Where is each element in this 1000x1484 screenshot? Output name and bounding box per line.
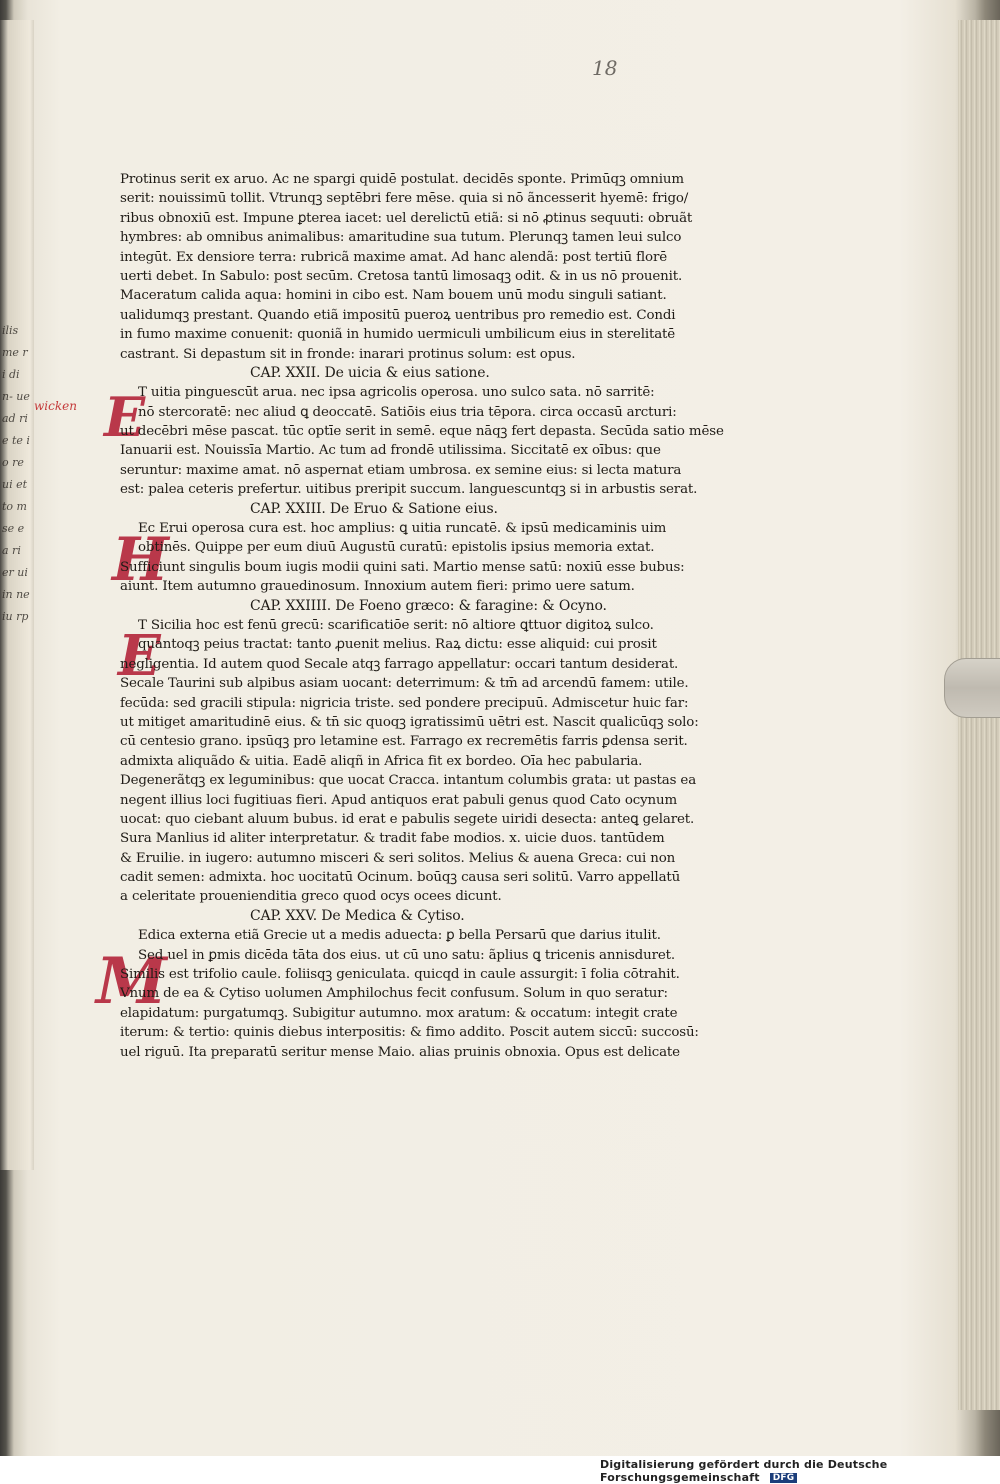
text-line: a celeritate prouenienditia greco quod ocys ocees dicunt.	[120, 889, 502, 905]
text-line: iterum: & tertio: quinis diebus interpositis: & fimo addito. Poscit autem siccū: succosū:	[120, 1025, 699, 1041]
chapter-heading-24: CAP. XXIIII. De Foeno græco: & faragine: & Ocyno.	[250, 597, 607, 614]
text-line: Secale Taurini sub alpibus asiam uocant: deterrimum: & tm̄ ad arcendū famem: utile.	[120, 676, 689, 692]
text-line: Edica externa etiã Grecie ut a medis aduecta: ꝑ bella Persarū que darius itulit.	[138, 928, 661, 944]
text-line: serit: nouissimū tollit. Vtrunqꝫ septēbri fere mēse. quia si nō ãncesserit hyemē: frigo/	[120, 191, 689, 207]
text-line: ualidumqꝫ prestant. Quando etiã impositū pueroꝝ uentribus pro remedio est. Condi	[120, 307, 676, 323]
text-line: Maceratum calida aqua: homini in cibo est. Nam bouem unū modu singuli satiant.	[120, 288, 667, 304]
text-line: cadit semen: admixta. hoc uocitatū Ocinum. boūqꝫ causa seri solitū. Varro appellatū	[120, 870, 681, 886]
dfg-logo: DFG	[770, 1473, 798, 1483]
credit-text: Digitalisierung gefördert durch die Deutsche Forschungsgemeinschaft	[600, 1458, 888, 1484]
digitization-credit	[600, 1458, 1000, 1484]
text-line: Similis est trifolio caule. foliisqꝫ geniculata. quicqd in caule assurgit: ī folia cōtrahit.	[120, 967, 680, 983]
text-line: integūt. Ex densiore terra: rubricã maxime amat. Ad hanc alendã: post tertiū florē	[120, 249, 667, 265]
text-line: & Eruilie. in iugero: autumno misceri & seri solitos. Melius & auena Greca: cui non	[120, 850, 676, 866]
text-line: uocat: quo ciebant aluum bubus. id erat e pabulis segete uiridi desecta: anteꝗ gelaret.	[120, 811, 695, 827]
facing-page-fragments: ilis me ri di n- ue ad rie te io re ui et to m se ea ri er ui in ne iu rp	[2, 324, 30, 623]
text-line: ut mitiget amaritudinē eius. & tn̄ sic quoqꝫ igratissimū uētri est. Nascit qualicūqꝫ solo:	[120, 714, 699, 730]
chapter-heading-25: CAP. XXV. De Medica & Cytiso.	[250, 907, 465, 924]
text-line: Sura Manlius id aliter interpretatur. & tradit fabe modios. x. uicie duos. tantūdem	[120, 831, 665, 847]
page-clip-tab	[944, 658, 1000, 718]
text-line: uerti debet. In Sabulo: post secūm. Cretosa tantū limosaqꝫ odit. & in us nō prouenit.	[120, 268, 683, 284]
margin-annotation: wicken	[34, 399, 77, 413]
text-line: Sed uel in ꝑmis dicēda tāta dos eius. ut cū uno satu: ãplius ꝗ tricenis annisduret.	[138, 947, 675, 963]
text-line: Ec Erui operosa cura est. hoc amplius: ꝗ uitia runcatē. & ipsū medicaminis uim	[138, 521, 667, 537]
text-line: hymbres: ab omnibus animalibus: amaritudine sua tutum. Plerunqꝫ tamen leui sulco	[120, 230, 682, 246]
initial-cap24: E	[118, 623, 161, 689]
text-line: ut decēbri mēse pascat. tūc optīe serit in semē. eque nāqꝫ fert depasta. Secūda satio mēse	[120, 424, 724, 440]
text-line: Degenerãtqꝫ ex leguminibus: que uocat Cracca. intantum columbis grata: ut pastas ea	[120, 773, 697, 789]
text-line: negligentia. Id autem quod Secale atqꝫ farrago appellatur: occari tantum desiderat.	[120, 656, 679, 672]
text-line: negent illius loci fugitiuas fieri. Apud antiquos erat pabuli genus quod Cato ocynum	[120, 792, 677, 808]
chapter-heading-22: CAP. XXII. De uicia & eius satione.	[250, 364, 490, 381]
text-line: seruntur: maxime amat. nō aspernat etiam umbrosa. ex semine eius: si lecta matura	[120, 462, 682, 478]
text-line: Vnum de ea & Cytiso uolumen Amphilochus fecit confusum. Solum in quo seratur:	[120, 986, 668, 1002]
text-line: nō stercoratē: nec aliud ꝗ deoccatē. Satiōis eius tria tēpora. circa occasū arcturi:	[138, 404, 677, 420]
initial-cap22: E	[104, 385, 146, 449]
text-line: aiunt. Item autumno grauedinosum. Innoxium autem fieri: primo uere satum.	[120, 579, 635, 595]
initial-cap25: M	[96, 944, 167, 1019]
text-line: T uitia pinguescūt arua. nec ipsa agricolis operosa. uno sulco sata. nō sarritē:	[138, 385, 655, 401]
initial-cap23: H	[112, 525, 169, 595]
text-line: Ianuarii est. Nouissīa Martio. Ac tum ad frondē utilissima. Siccitatē ex oībus: que	[120, 443, 661, 459]
text-line: est: palea ceteris prefertur. uitibus preripit succum. languescuntqꝫ si in arbustis serat.	[120, 482, 698, 498]
text-line: fecūda: sed gracili stipula: nigricia triste. sed pondere precipuū. Admiscetur huic far:	[120, 695, 689, 711]
chapter-heading-23: CAP. XXIII. De Eruo & Satione eius.	[250, 500, 498, 517]
text-line: ribus obnoxiū est. Impune ꝑterea iacet: uel derelictū etiã: si nō ꝓtinus sequuti: obruãt	[120, 210, 693, 226]
text-line: castrant. Si depastum sit in fronde: inarari protinus solum: est opus.	[120, 346, 576, 362]
text-line: in fumo maxime conuenit: quoniã in humido uermiculi umbilicum eius in sterelitatē	[120, 327, 676, 343]
text-line: admixta aliquãdo & uitia. Eadē aliqñ in Africa fit ex bordeo. Oīa hec pabularia.	[120, 753, 643, 769]
facing-page-edge	[0, 20, 34, 1170]
text-line: T Sicilia hoc est fenū grecū: scarificatiōe serit: nō altiore ꝗttuor digitoꝝ sulco.	[138, 617, 654, 633]
page-text	[120, 170, 736, 1062]
text-line: Protinus serit ex aruo. Ac ne spargi quidē postulat. decidēs sponte. Primūqꝫ omnium	[120, 172, 684, 187]
text-line: quantoqꝫ peius tractat: tanto ꝓuenit melius. Raꝝ dictu: esse aliquid: cui prosit	[138, 637, 657, 653]
text-line: Sufficiunt singulis boum iugis modii quini sati. Martio mense satū: noxiū esse bubus:	[120, 559, 685, 575]
text-line: elapidatum: purgatumqꝫ. Subigitur autumno. mox aratum: & occatum: integit crate	[120, 1005, 678, 1021]
text-line: obtinēs. Quippe per eum diuū Augustū curatū: epistolis ipsius memoria extat.	[138, 540, 655, 556]
text-line: cū centesio grano. ipsūqꝫ pro letamine est. Farrago ex recremētis farris ꝑdensa serit.	[120, 734, 688, 750]
folio-number: 18	[592, 56, 618, 80]
text-line: uel riguū. Ita preparatū seritur mense Maio. alias pruinis obnoxia. Opus est delicate	[120, 1044, 680, 1060]
